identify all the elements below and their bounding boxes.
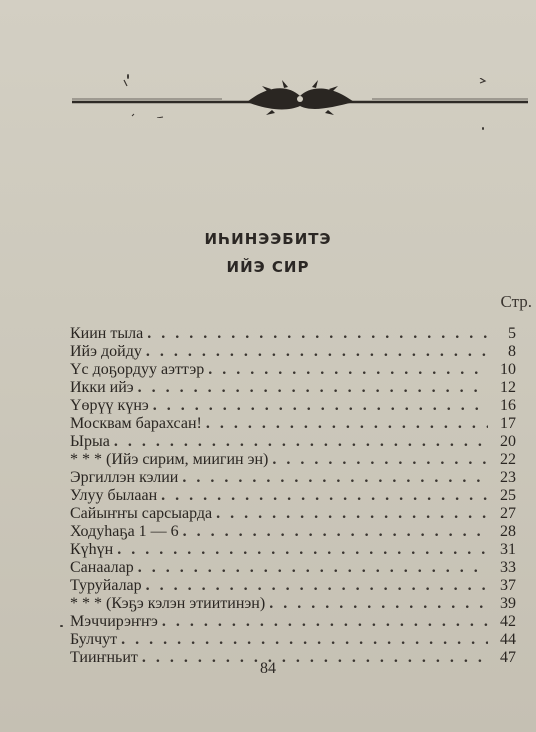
toc-entry: [70, 559, 516, 577]
toc-title: Булчут: [70, 631, 118, 648]
toc-title: Үөрүү күнэ: [70, 397, 149, 414]
toc-title: Үс доҕордуу аэттэр: [70, 361, 205, 378]
dot-leader: [162, 613, 488, 631]
toc-entry: [70, 505, 516, 523]
toc-entry: [70, 595, 516, 613]
toc-page: 31: [500, 541, 516, 558]
toc-entry: [70, 613, 516, 631]
toc-entry: [70, 487, 516, 505]
dot-leader: [146, 577, 488, 595]
toc-page: 12: [500, 379, 516, 396]
print-speck: [60, 625, 63, 627]
page-column-label: Стр.: [500, 292, 532, 311]
toc-title: Ходуһаҕа 1 — 6: [70, 523, 179, 540]
dot-leader: [138, 379, 488, 397]
toc-entry: [70, 379, 516, 397]
toc-page: 16: [500, 397, 516, 414]
dot-leader: [153, 397, 488, 415]
toc-title: Тииҥньит: [70, 649, 138, 666]
toc-entry: [70, 523, 516, 541]
toc-page: 27: [500, 505, 516, 522]
toc-title: Ырыа: [70, 433, 110, 450]
toc-page: 39: [500, 595, 516, 612]
dot-leader: [147, 325, 488, 343]
toc-entry: [70, 469, 516, 487]
dot-leader: [146, 343, 488, 361]
toc-entry: [70, 415, 516, 433]
toc-entry: [70, 397, 516, 415]
dot-leader: [272, 451, 488, 469]
toc-title: Сайыҥҥы сарсыарда: [70, 505, 213, 522]
toc-page: 37: [500, 577, 516, 594]
toc-page: 17: [500, 415, 516, 432]
toc-page: 5: [508, 325, 516, 342]
toc-page: 22: [500, 451, 516, 468]
toc-page: 47: [500, 649, 516, 666]
toc-title: Мэччирэҥҥэ: [70, 613, 158, 630]
dot-leader: [206, 415, 488, 433]
dot-leader: [182, 469, 488, 487]
ornament-divider: [72, 78, 528, 118]
dot-leader: [269, 595, 488, 613]
toc-title: Москвам барахсан!: [70, 415, 202, 432]
dot-leader: [121, 631, 488, 649]
toc-entry: [70, 577, 516, 595]
print-speck: [127, 74, 129, 79]
toc-title: Киин тыла: [70, 325, 144, 342]
toc-entry: [70, 361, 516, 379]
section-heading: ИҺИНЭЭБИТЭ: [204, 230, 332, 248]
toc-page: 10: [500, 361, 516, 378]
toc-title: Санаалар: [70, 559, 134, 576]
toc-title: * * * (Ийэ сирим, миигин эн): [70, 451, 269, 468]
toc-entry: [70, 343, 516, 361]
table-of-contents: [70, 325, 516, 667]
toc-title: Улуу былаан: [70, 487, 158, 504]
dot-leader: [138, 559, 488, 577]
dot-leader: [208, 361, 488, 379]
toc-entry: [70, 631, 516, 649]
toc-entry: [70, 433, 516, 451]
subsection-heading: ИЙЭ СИР: [226, 258, 310, 276]
toc-title: Туруйалар: [70, 577, 142, 594]
toc-title: * * * (Кэҕэ кэлэн этиитинэн): [70, 595, 266, 612]
toc-title: Ийэ дойду: [70, 343, 142, 360]
dot-leader: [114, 433, 488, 451]
toc-entry: [70, 541, 516, 559]
dot-leader: [183, 523, 488, 541]
toc-entry: [70, 451, 516, 469]
toc-entry: [70, 325, 516, 343]
toc-page: 42: [500, 613, 516, 630]
toc-page: 25: [500, 487, 516, 504]
print-speck: [482, 127, 484, 130]
toc-page: 28: [500, 523, 516, 540]
toc-page: 33: [500, 559, 516, 576]
toc-page: 20: [500, 433, 516, 450]
toc-page: 8: [508, 343, 516, 360]
toc-page: 23: [500, 469, 516, 486]
toc-title: Икки ийэ: [70, 379, 134, 396]
toc-title: Эргиллэн кэлии: [70, 469, 179, 486]
dot-leader: [161, 487, 488, 505]
toc-page: 44: [500, 631, 516, 648]
dot-leader: [117, 541, 488, 559]
toc-title: Күһүн: [70, 541, 114, 558]
dot-leader: [216, 505, 488, 523]
page-number: 84: [260, 660, 276, 677]
